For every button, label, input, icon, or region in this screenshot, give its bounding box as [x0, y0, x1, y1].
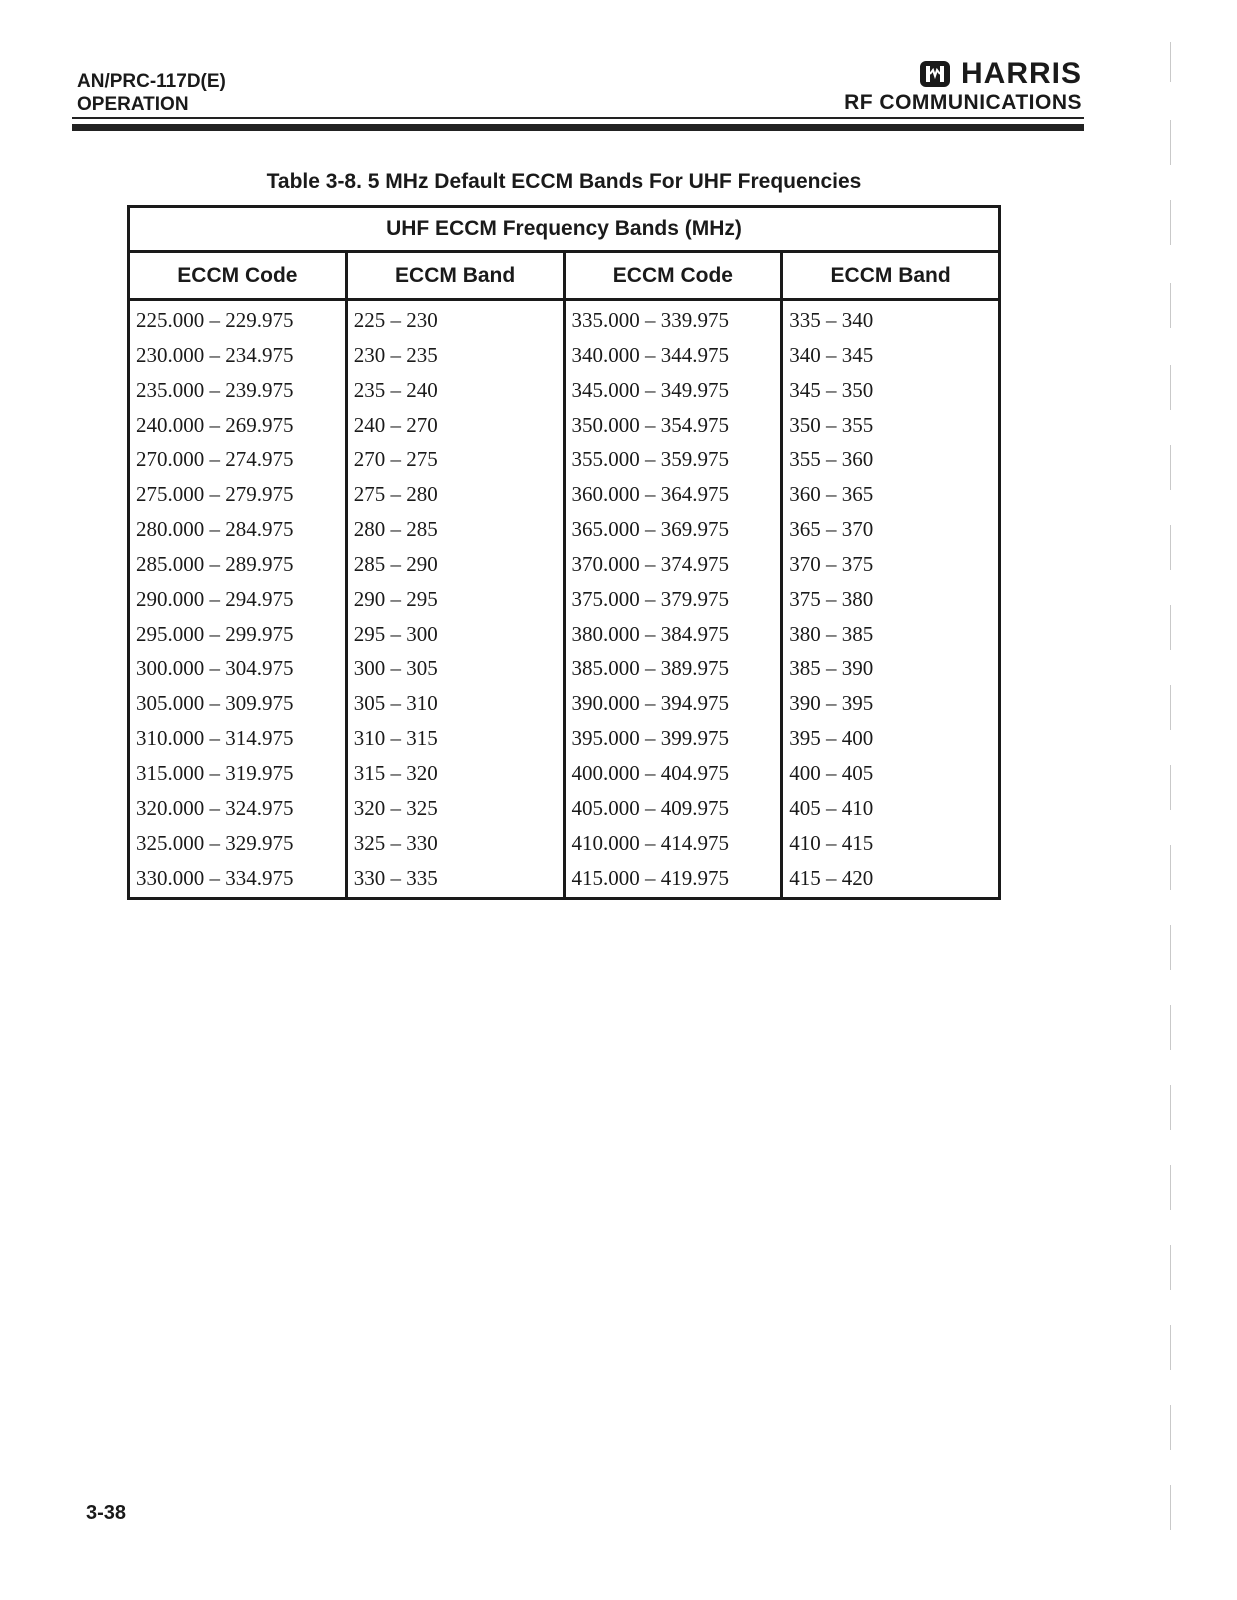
- table-cell: 345.000 – 349.975: [571, 377, 729, 402]
- eccm-code-column: [566, 301, 784, 897]
- table-cell: 335.000 – 339.975: [571, 308, 729, 332]
- table-cell: 365.000 – 369.975: [571, 517, 729, 542]
- table-cell: 230 – 235: [353, 342, 438, 367]
- table-cell: 385.000 – 389.975: [571, 656, 729, 681]
- table-cell: 240 – 270: [353, 412, 438, 437]
- margin-mark: [1170, 120, 1171, 165]
- eccm-bands-table: [127, 205, 1001, 900]
- table-cell: 330 – 335: [353, 865, 438, 890]
- table-cell: 410.000 – 414.975: [571, 830, 729, 855]
- table-cell: 390.000 – 394.975: [571, 691, 729, 716]
- company-name: HARRIS: [960, 57, 1082, 90]
- margin-mark: [1170, 42, 1171, 82]
- table-cell: 280 – 285: [353, 517, 438, 542]
- table-cell: 310 – 315: [353, 726, 438, 751]
- table-column-headers: [130, 253, 998, 301]
- harris-logo-icon: [919, 60, 951, 88]
- column-header-eccm-band: ECCM Band: [348, 253, 566, 298]
- table-cell: 230.000 – 234.975: [136, 342, 294, 367]
- table-cell: 345 – 350: [789, 377, 874, 402]
- page-number: 3-38: [86, 1502, 127, 1524]
- table-cell: 400 – 405: [789, 760, 874, 785]
- column-header-eccm-band: ECCM Band: [830, 263, 951, 287]
- table-cell: 295 – 300: [353, 621, 438, 646]
- table-cell: 360 – 365: [789, 482, 874, 507]
- document-header-left: [77, 70, 226, 116]
- table-cell: 225 – 230: [353, 308, 438, 332]
- table-cell: 365 – 370: [789, 517, 874, 542]
- margin-mark: [1170, 765, 1171, 810]
- table-cell: 235.000 – 239.975: [136, 377, 294, 402]
- document-id: AN/PRC-117D(E): [77, 71, 226, 92]
- header-rule-thick: [72, 124, 1084, 131]
- header-rule-thin: [72, 117, 1084, 119]
- table-cell: 275.000 – 279.975: [136, 482, 294, 507]
- table-cell: 405.000 – 409.975: [571, 795, 729, 820]
- table-cell: 335 – 340: [789, 308, 874, 332]
- table-cell: 380 – 385: [789, 621, 874, 646]
- table-cell: 400.000 – 404.975: [571, 760, 729, 785]
- table-cell: 305.000 – 309.975: [136, 691, 294, 716]
- table-cell: 225.000 – 229.975: [136, 308, 294, 332]
- margin-mark: [1170, 925, 1171, 970]
- margin-mark: [1170, 283, 1171, 328]
- table-cell: 240.000 – 269.975: [136, 412, 294, 437]
- table-cell: 330.000 – 334.975: [136, 865, 294, 890]
- table-cell: 295.000 – 299.975: [136, 621, 294, 646]
- table-cell: 415 – 420: [789, 865, 874, 890]
- table-cell: 315 – 320: [353, 760, 438, 785]
- margin-mark: [1170, 525, 1171, 570]
- margin-mark: [1170, 1165, 1171, 1210]
- table-banner: UHF ECCM Frequency Bands (MHz): [130, 208, 998, 253]
- margin-mark: [1170, 605, 1171, 650]
- table-cell: 355.000 – 359.975: [571, 447, 729, 472]
- table-cell: 360.000 – 364.975: [571, 482, 729, 507]
- table-cell: 375 – 380: [789, 586, 874, 611]
- margin-mark: [1170, 365, 1171, 410]
- table-cell: 315.000 – 319.975: [136, 760, 294, 785]
- table-cell: 355 – 360: [789, 447, 874, 472]
- table-cell: 350 – 355: [789, 412, 874, 437]
- table-cell: 390 – 395: [789, 691, 874, 716]
- table-body: [130, 301, 998, 897]
- table-cell: 290 – 295: [353, 586, 438, 611]
- margin-mark: [1170, 200, 1171, 245]
- column-header-eccm-code: ECCM Code: [566, 253, 784, 298]
- table-cell: 340 – 345: [789, 342, 874, 367]
- table-cell: 290.000 – 294.975: [136, 586, 294, 611]
- table-cell: 325 – 330: [353, 830, 438, 855]
- table-cell: 310.000 – 314.975: [136, 726, 294, 751]
- table-cell: 320 – 325: [353, 795, 438, 820]
- table-cell: 305 – 310: [353, 691, 438, 716]
- margin-mark: [1170, 1085, 1171, 1130]
- table-cell: 370.000 – 374.975: [571, 551, 729, 576]
- table-cell: 350.000 – 354.975: [571, 412, 729, 437]
- eccm-code-column: [130, 301, 348, 897]
- margin-mark: [1170, 1005, 1171, 1050]
- eccm-band-column: [348, 301, 566, 897]
- eccm-band-column: [783, 301, 998, 897]
- company-division: RF COMMUNICATIONS: [844, 91, 1082, 114]
- table-cell: 385 – 390: [789, 656, 874, 681]
- table-cell: 300 – 305: [353, 656, 438, 681]
- table-cell: 415.000 – 419.975: [571, 865, 729, 890]
- table-cell: 270 – 275: [353, 447, 438, 472]
- table-cell: 235 – 240: [353, 377, 438, 402]
- table-cell: 325.000 – 329.975: [136, 830, 294, 855]
- table-cell: 370 – 375: [789, 551, 874, 576]
- margin-mark: [1170, 1485, 1171, 1530]
- company-logo: [844, 58, 1082, 90]
- table-cell: 405 – 410: [789, 795, 874, 820]
- margin-mark: [1170, 445, 1171, 490]
- table-cell: 340.000 – 344.975: [571, 342, 729, 367]
- column-header-eccm-code: ECCM Code: [130, 253, 348, 298]
- margin-mark: [1170, 1325, 1171, 1370]
- margin-mark: [1170, 685, 1171, 730]
- table-cell: 395.000 – 399.975: [571, 726, 729, 751]
- margin-mark: [1170, 845, 1171, 890]
- table-cell: 380.000 – 384.975: [571, 621, 729, 646]
- table-cell: 280.000 – 284.975: [136, 517, 294, 542]
- table-cell: 410 – 415: [789, 830, 874, 855]
- table-title: Table 3-8. 5 MHz Default ECCM Bands For UHF Frequencies: [266, 170, 862, 193]
- table-cell: 285.000 – 289.975: [136, 551, 294, 576]
- company-branding: [844, 58, 1082, 115]
- margin-mark: [1170, 1245, 1171, 1290]
- table-cell: 270.000 – 274.975: [136, 447, 294, 472]
- table-cell: 375.000 – 379.975: [571, 586, 729, 611]
- table-cell: 320.000 – 324.975: [136, 795, 294, 820]
- margin-mark: [1170, 1405, 1171, 1450]
- section-name: OPERATION: [77, 94, 189, 115]
- table-cell: 285 – 290: [353, 551, 438, 576]
- table-cell: 395 – 400: [789, 726, 874, 751]
- table-cell: 275 – 280: [353, 482, 438, 507]
- table-cell: 300.000 – 304.975: [136, 656, 294, 681]
